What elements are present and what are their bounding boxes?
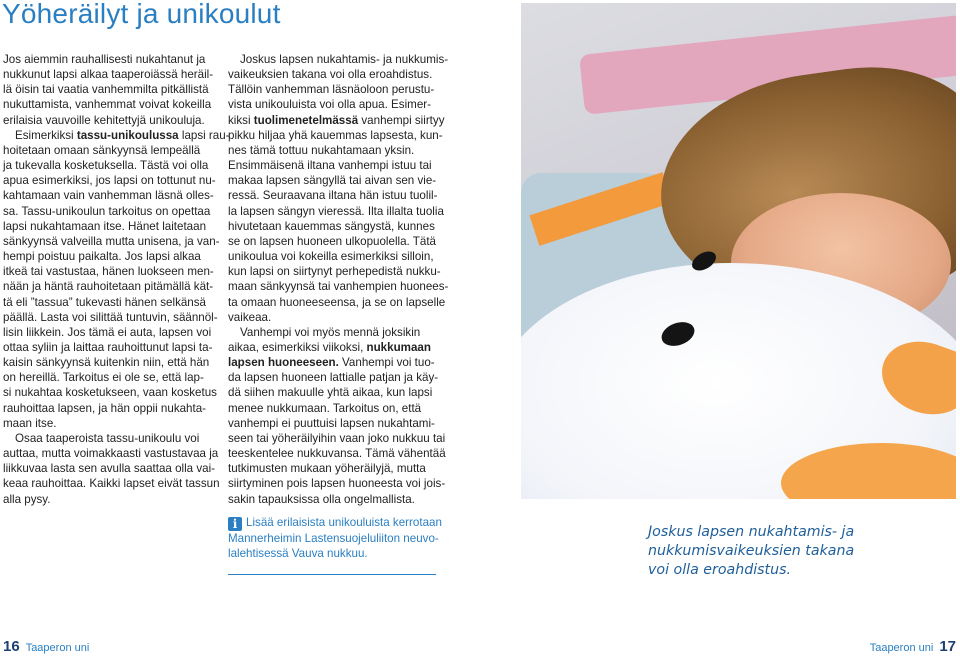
text-line: apua esimerkiksi, jos lapsi on tottunut nu- [3,174,216,188]
text-run: vanhempi siirtyy [358,113,445,127]
text-line: nes tämä tottuu nukahtamaan yksin. [228,143,415,157]
text-line: keaa rauhoittaa. Kaikki lapset eivät tassun [3,477,220,491]
text-line [228,113,445,128]
text-line: Vanhempi voi myös mennä joksikin [240,325,421,339]
text-line: seen tai yöheräilyihin vaan joko nukkuu tai [228,431,446,445]
text-line: liikkuvaa lasta sen avulla saattaa olla vai- [3,462,216,476]
text-line: dä siihen makuulle yhtä aikaa, kun lapsi [228,386,433,400]
text-run: Vanhempi voi tuo- [338,356,435,370]
pull-quote [648,523,908,580]
text-line: sa. Tassu-unikoulun tarkoitus on opettaa [3,204,211,218]
text-run: aikaa, esimerkiksi viikoksi, [228,340,367,354]
info-icon: i [228,517,242,531]
text-line: Tällöin vanhemman läsnäoloon perustu- [228,83,435,97]
running-title-right: Taaperon uni [869,642,934,654]
text-line: teeskentelee nukkuvansa. Tämä vähentää [228,447,446,461]
text-line: tutkimusten mukaan yöheräilyjä, mutta [228,462,426,476]
text-line: unikoulua voi kokeilla esimerkiksi silloin, [228,250,434,264]
running-title-left: Taaperon uni [25,642,90,654]
quote-line: nukkumisvaikeuksien takana [648,543,855,559]
text-line [3,128,230,143]
info-box [228,515,440,561]
text-line: vista unikouluista voi olla apua. Esimer- [228,98,431,112]
text-line: lalehtisessä Vauva nukkuu. [228,547,368,561]
page-title: Yöheräilyt ja unikoulut [2,0,281,29]
text-line: menee nukkumaan. Tarkoitus on, että [228,401,422,415]
text-line: sänkyynsä valveilla mutta unisena, ja van- [3,234,220,248]
text-line: la lapsen sängyn vieressä. Ilta illalta tuolia [228,204,444,218]
info-divider [228,574,436,575]
text-line: nään ja häntä rauhoitetaan pitämällä kät- [3,280,214,294]
text-line: hoitetaan omaan sänkyynsä lempeällä [3,143,201,157]
text-line: hivutetaan kauemmas sängystä, kunnes [228,219,435,233]
bold-term-tuolimenetelma: tuolimenetelmässä [253,113,359,127]
text-line: ta omaan huoneeseensa, ja se on lapselle [228,295,446,309]
text-line: si nukahtaa kosketukseen, vaan kosketus [3,386,217,400]
text-line: rauhoittaa lapsen, ja hän oppii nukahta- [3,401,207,415]
text-line: päällä. Lasta voi silittää tuntuvin, säännöl- [3,310,218,324]
text-line: Mannerheimin Lastensuojeluliiton neuvo- [228,532,439,545]
photo-child-sleeping-on-pillow [521,3,956,499]
text-line: Joskus lapsen nukahtamis- ja nukkumis- [240,53,449,66]
text-line: auttaa, mutta voimakkaasti vastustavaa ja [3,447,219,461]
text-line [228,515,440,531]
text-line: maan sänkyynsä tai vanhempien huonees- [228,280,449,294]
text-run: lapsi rau- [178,128,230,142]
quote-line: Joskus lapsen nukahtamis- ja [648,524,855,540]
text-line: Ensimmäisenä iltana vanhempi istuu tai [228,159,432,173]
text-run: kiksi [228,113,254,127]
text-line: da lapsen huoneen lattialle patjan ja käy- [228,371,439,385]
text-line: makaa lapsen sängyllä tai aivan sen vie- [228,174,437,188]
text-line: siirtyminen pois lapsen huoneesta voi jois- [228,477,446,491]
bold-term-tassu-unikoulu: tassu-unikoulussa [76,128,179,142]
page-number-left: 16 [3,638,20,655]
text-run: Esimerkiksi [15,128,77,142]
text-line: ja tukevalla kosketuksella. Tästä voi olla [3,159,209,173]
text-line: tä eli ”tassua” tukevasti hänen selkänsä [3,295,207,309]
text-line: Osaa taaperoista tassu-unikoulu voi [15,431,200,445]
text-line: nukuttamista, vanhemmat voivat kokeilla [3,98,212,112]
text-line: Jos aiemmin rauhallisesti nukahtanut ja [3,53,206,66]
body-text-left-column [3,52,230,507]
text-line: se on lapsen huoneen ulkopuolella. Tätä [228,234,436,248]
text-line: pikku hiljaa yhä kauemmas lapsesta, kun- [228,128,443,142]
bold-term-nukkumaan: nukkumaan [366,340,431,354]
text-line: hempi poistuu paikalta. Jos lapsi alkaa [3,250,201,264]
text-line [228,340,440,355]
body-text-right-column [228,52,449,507]
quote-line: voi olla eroahdistus. [648,562,792,578]
bold-term-lapsen-huoneeseen: lapsen huoneeseen. [228,356,339,370]
page-number-right: 17 [939,638,956,655]
text-line [228,355,440,370]
text-line: erilaisia vauvoille kehitettyjä unikouluja. [3,113,205,127]
text-line: on hereillä. Tarkoitus ei ole se, että lap- [3,371,204,385]
text-line: vaikeaa. [228,310,272,324]
info-text: Lisää erilaisista unikouluista kerrotaan [246,516,442,529]
text-line: kun lapsi on siirtynyt perhepedistä nukku- [228,265,441,279]
text-line: lapsi nukahtamaan itse. Hänet laitetaan [3,219,207,233]
text-line: ressä. Seuraavana iltana hän istuu tuolil- [228,189,438,203]
text-line: lä öisin tai vaatia vanhemmilta pitkällistä [3,83,209,97]
text-line: ottaa syliin ja laittaa rauhoittunut lapsi ta- [3,340,213,354]
text-line: kaisin sänkyynsä kuitenkin niin, että hän [3,356,210,370]
text-line: alla pysy. [3,492,51,506]
footer-right [870,638,956,655]
text-line: itkeä tai vastustaa, hänen luokseen men- [3,265,214,279]
footer-left [3,638,89,655]
text-line: sakin tapauksissa olla ongelmallista. [228,492,415,506]
text-line: vaikeuksien takana voi olla eroahdistus. [228,68,433,82]
text-line: kahtamaan vain vanhemman läsnä olles- [3,189,214,203]
text-line: lisin liikkein. Jos tämä ei auta, lapsen voi [3,325,212,339]
text-line: vanhempi ei puuttuisi lapsen nukahtami- [228,416,435,430]
text-line: maan itse. [3,416,57,430]
text-line: nukkunut lapsi alkaa taaperoiässä heräil- [3,68,214,82]
